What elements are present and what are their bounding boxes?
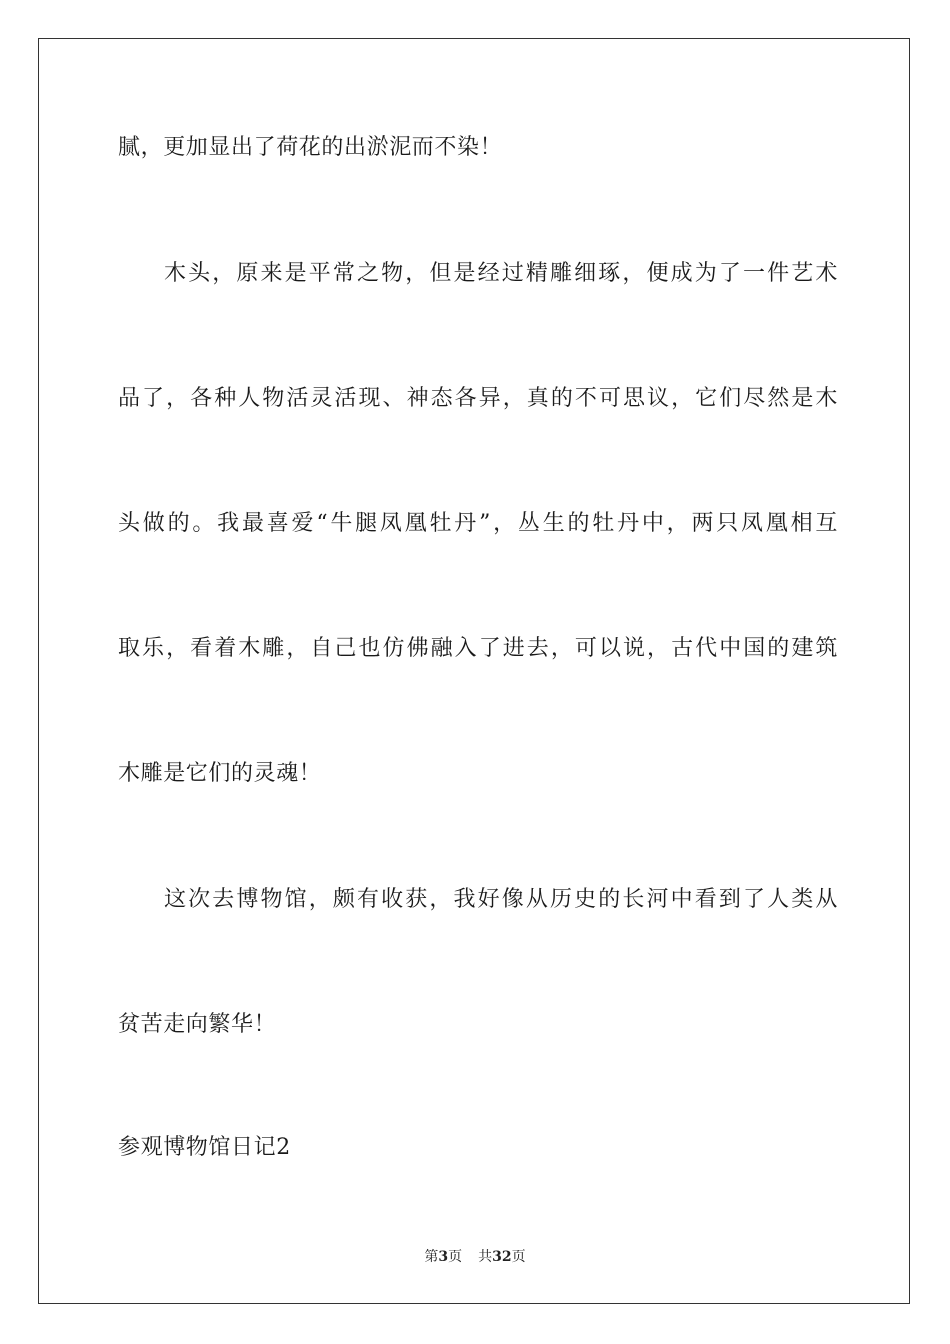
paragraph-line: 品了，各种人物活灵活现、神态各异，真的不可思议，它们尽然是木 [118,386,838,411]
paragraph-line: 贫苦走向繁华！ [118,1012,277,1037]
page-footer [0,1247,950,1267]
section-heading: 参观博物馆日记2 [118,1135,291,1160]
page-border [38,38,910,1304]
paragraph-line: 腻，更加显出了荷花的出淤泥而不染！ [118,135,503,160]
paragraph-line: 取乐，看着木雕，自己也仿佛融入了进去，可以说，古代中国的建筑 [118,636,838,661]
page-total: 共32页 [478,1249,526,1265]
paragraph-line: 木头，原来是平常之物，但是经过精雕细琢，便成为了一件艺术 [164,261,838,286]
page-number: 第3页 [424,1249,463,1265]
paragraph-line: 这次去博物馆，颇有收获，我好像从历史的长河中看到了人类从 [164,887,838,912]
paragraph-line: 头做的。我最喜爱“牛腿凤凰牡丹”，丛生的牡丹中，两只凤凰相互 [118,511,838,536]
paragraph-line: 木雕是它们的灵魂！ [118,761,322,786]
